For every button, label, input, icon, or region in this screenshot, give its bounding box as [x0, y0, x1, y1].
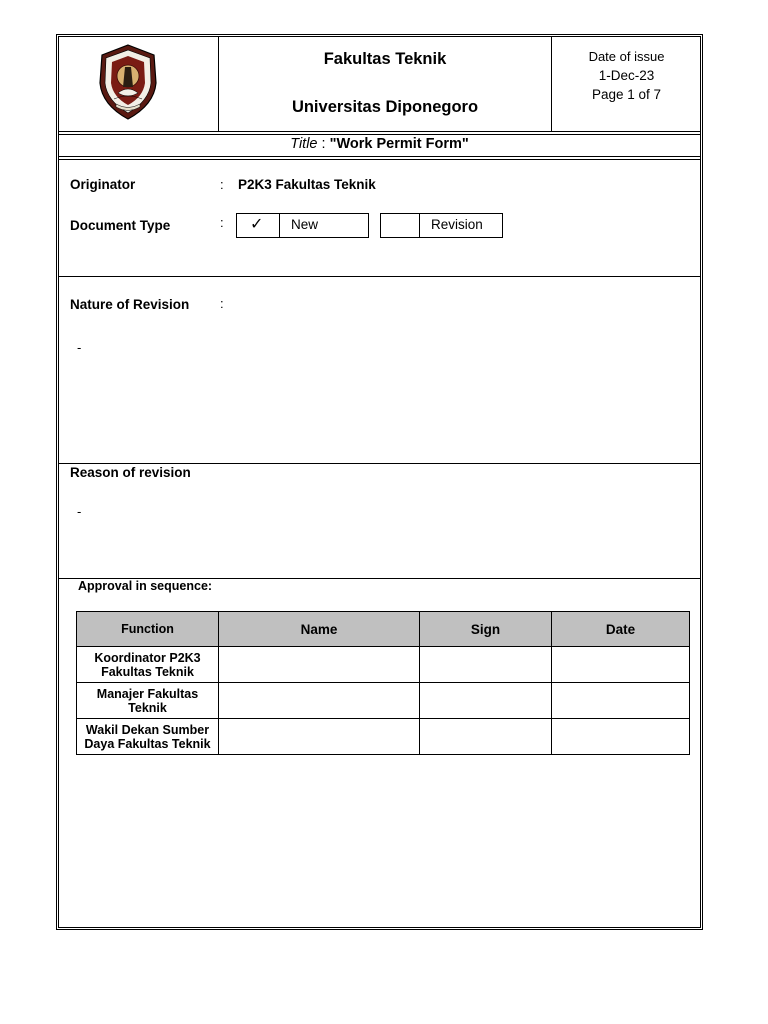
title-bottom-line-2	[58, 159, 701, 160]
name-cell	[219, 647, 420, 683]
nature-of-revision-colon: :	[220, 296, 224, 311]
originator-value: P2K3 Fakultas Teknik	[238, 177, 376, 192]
column-header-name: Name	[219, 612, 420, 647]
form-title-row	[58, 136, 701, 152]
university-name: Universitas Diponegoro	[291, 98, 479, 116]
document-frame-inner	[58, 36, 701, 928]
reason-of-revision-label: Reason of revision	[70, 465, 191, 480]
university-seal-logo	[96, 43, 160, 121]
table-row	[77, 719, 690, 755]
function-cell	[77, 719, 219, 755]
document-type-label: Document Type	[70, 218, 171, 233]
name-cell	[219, 719, 420, 755]
nature-of-revision-value: -	[77, 340, 82, 355]
function-line-1: Wakil Dekan Sumber	[85, 722, 210, 737]
function-line-2: Daya Fakultas Teknik	[84, 736, 211, 751]
doc-type-new-label: New	[291, 217, 319, 232]
approval-table	[76, 611, 690, 755]
title-label: Title	[290, 136, 318, 152]
name-cell	[219, 683, 420, 719]
function-line-1: Koordinator P2K3	[94, 650, 201, 665]
section-divider-1	[58, 276, 701, 277]
column-header-date: Date	[552, 612, 690, 647]
function-cell	[77, 647, 219, 683]
page-number: Page 1 of 7	[591, 87, 662, 102]
header-bottom-line-1	[58, 131, 701, 132]
title-bottom-line-1	[58, 156, 701, 157]
approval-header-row	[77, 612, 690, 647]
doc-type-revision-divider	[419, 213, 420, 238]
originator-label: Originator	[70, 177, 136, 192]
doc-type-revision-label: Revision	[431, 217, 483, 232]
sign-cell	[420, 683, 552, 719]
table-row	[77, 647, 690, 683]
reason-of-revision-value: -	[77, 504, 82, 519]
date-cell	[552, 719, 690, 755]
nature-of-revision-label: Nature of Revision	[70, 297, 190, 312]
date-of-issue-value: 1-Dec-23	[598, 68, 655, 83]
document-type-colon: :	[220, 215, 224, 230]
section-divider-2	[58, 463, 701, 464]
date-cell	[552, 683, 690, 719]
checkmark-icon: ✓	[250, 216, 264, 233]
form-title: "Work Permit Form"	[329, 136, 469, 152]
doc-type-new-divider	[279, 213, 280, 238]
sign-cell	[420, 647, 552, 683]
approval-heading: Approval in sequence:	[78, 579, 213, 593]
date-of-issue-label: Date of issue	[588, 49, 665, 64]
faculty-name: Fakultas Teknik	[323, 50, 447, 68]
column-header-function: Function	[77, 612, 219, 647]
title-separator: :	[317, 136, 330, 152]
table-row	[77, 683, 690, 719]
function-line-2: Teknik	[128, 700, 167, 715]
originator-colon: :	[220, 177, 224, 192]
column-header-sign: Sign	[420, 612, 552, 647]
date-cell	[552, 647, 690, 683]
function-line-1: Manajer Fakultas	[96, 686, 199, 701]
function-line-2: Fakultas Teknik	[101, 664, 194, 679]
function-cell	[77, 683, 219, 719]
sign-cell	[420, 719, 552, 755]
header-bottom-line-2	[58, 134, 701, 135]
